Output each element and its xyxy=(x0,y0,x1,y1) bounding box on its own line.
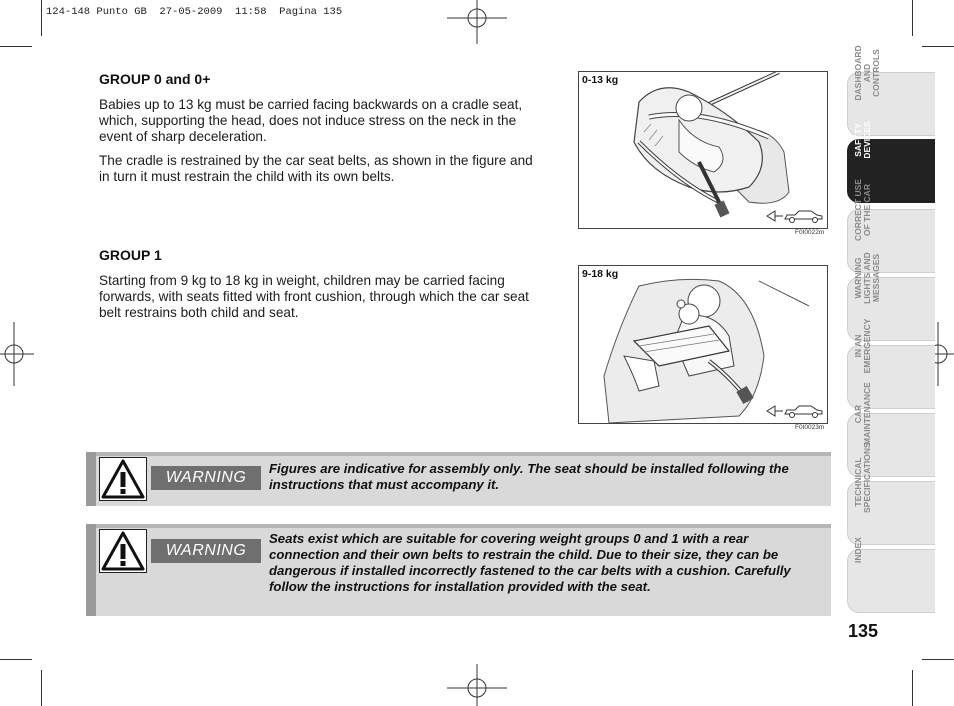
warning-label: WARNING xyxy=(151,466,261,490)
cradle-seat-illustration xyxy=(579,72,827,228)
figure-code: F0I0023m xyxy=(795,424,825,431)
tab-in-an-emergency[interactable]: IN AN EMERGENCY xyxy=(847,345,935,409)
car-direction-icon xyxy=(765,403,825,419)
warning-text: Seats exist which are suitable for covering weight groups 0 and 1 with a rear connection and their own belts to restrain the child. Due to their size, they can be dangerous if installed incorrectly fastened to the car belts with a cushion. Carefully follow the instructions for installation provided with the seat. xyxy=(269,531,791,594)
page-number: 135 xyxy=(848,621,879,641)
group0-title: GROUP 0 and 0+ xyxy=(99,71,211,87)
tab-car-maintenance[interactable]: CAR MAINTENANCE xyxy=(847,413,935,477)
tab-technical-specifications[interactable]: TECHNICAL SPECIFICATIONS xyxy=(847,481,935,545)
registration-mark-icon xyxy=(0,322,34,386)
figure-rear-facing-cradle xyxy=(578,71,828,229)
figure-weight-label: 9-18 kg xyxy=(582,268,619,280)
group0-paragraph-2: The cradle is restrained by the car seat belts, as shown in the figure and in turn it must restrain the child with its own belts. xyxy=(99,153,533,184)
figure-forward-facing-seat xyxy=(578,265,828,424)
tab-warning-lights-and-messages[interactable]: WARNING LIGHTS AND MESSAGES xyxy=(847,277,935,341)
group1-paragraph: Starting from 9 kg to 18 kg in weight, children may be carried facing forwards, with seats fitted with front cushion, through which the car seat belt restrains both child and seat. xyxy=(99,273,529,320)
forward-seat-illustration xyxy=(579,266,827,423)
warning-triangle-icon xyxy=(99,529,147,573)
tab-correct-use-of-the-car[interactable]: CORRECT USE OF THE CAR xyxy=(847,209,935,273)
figure-weight-label: 0-13 kg xyxy=(582,74,619,86)
print-header: 124-148 Punto GB 27-05-2009 11:58 Pagina 135 xyxy=(46,6,343,18)
figure-code: F0I0022m xyxy=(795,229,825,236)
warning-triangle-icon xyxy=(99,457,147,501)
warning-label: WARNING xyxy=(151,539,261,563)
registration-mark-icon xyxy=(447,664,507,706)
registration-mark-icon xyxy=(447,0,507,44)
tab-index[interactable]: INDEX xyxy=(847,549,935,613)
tab-dashboard-and-controls[interactable]: DASHBOARD AND CONTROLS xyxy=(847,72,935,136)
group0-paragraph-1: Babies up to 13 kg must be carried facing backwards on a cradle seat, which, supporting the head, does not induce stress on the neck in the event of sharp deceleration. xyxy=(99,97,523,144)
warning-box xyxy=(86,524,831,616)
tab-safety-devices[interactable]: SAFETY DEVICES xyxy=(847,139,935,203)
warning-box xyxy=(86,452,831,506)
group1-title: GROUP 1 xyxy=(99,247,162,263)
car-direction-icon xyxy=(765,208,825,224)
warning-text: Figures are indicative for assembly only. The seat should be installed following the instructions that must accompany it. xyxy=(269,461,789,492)
